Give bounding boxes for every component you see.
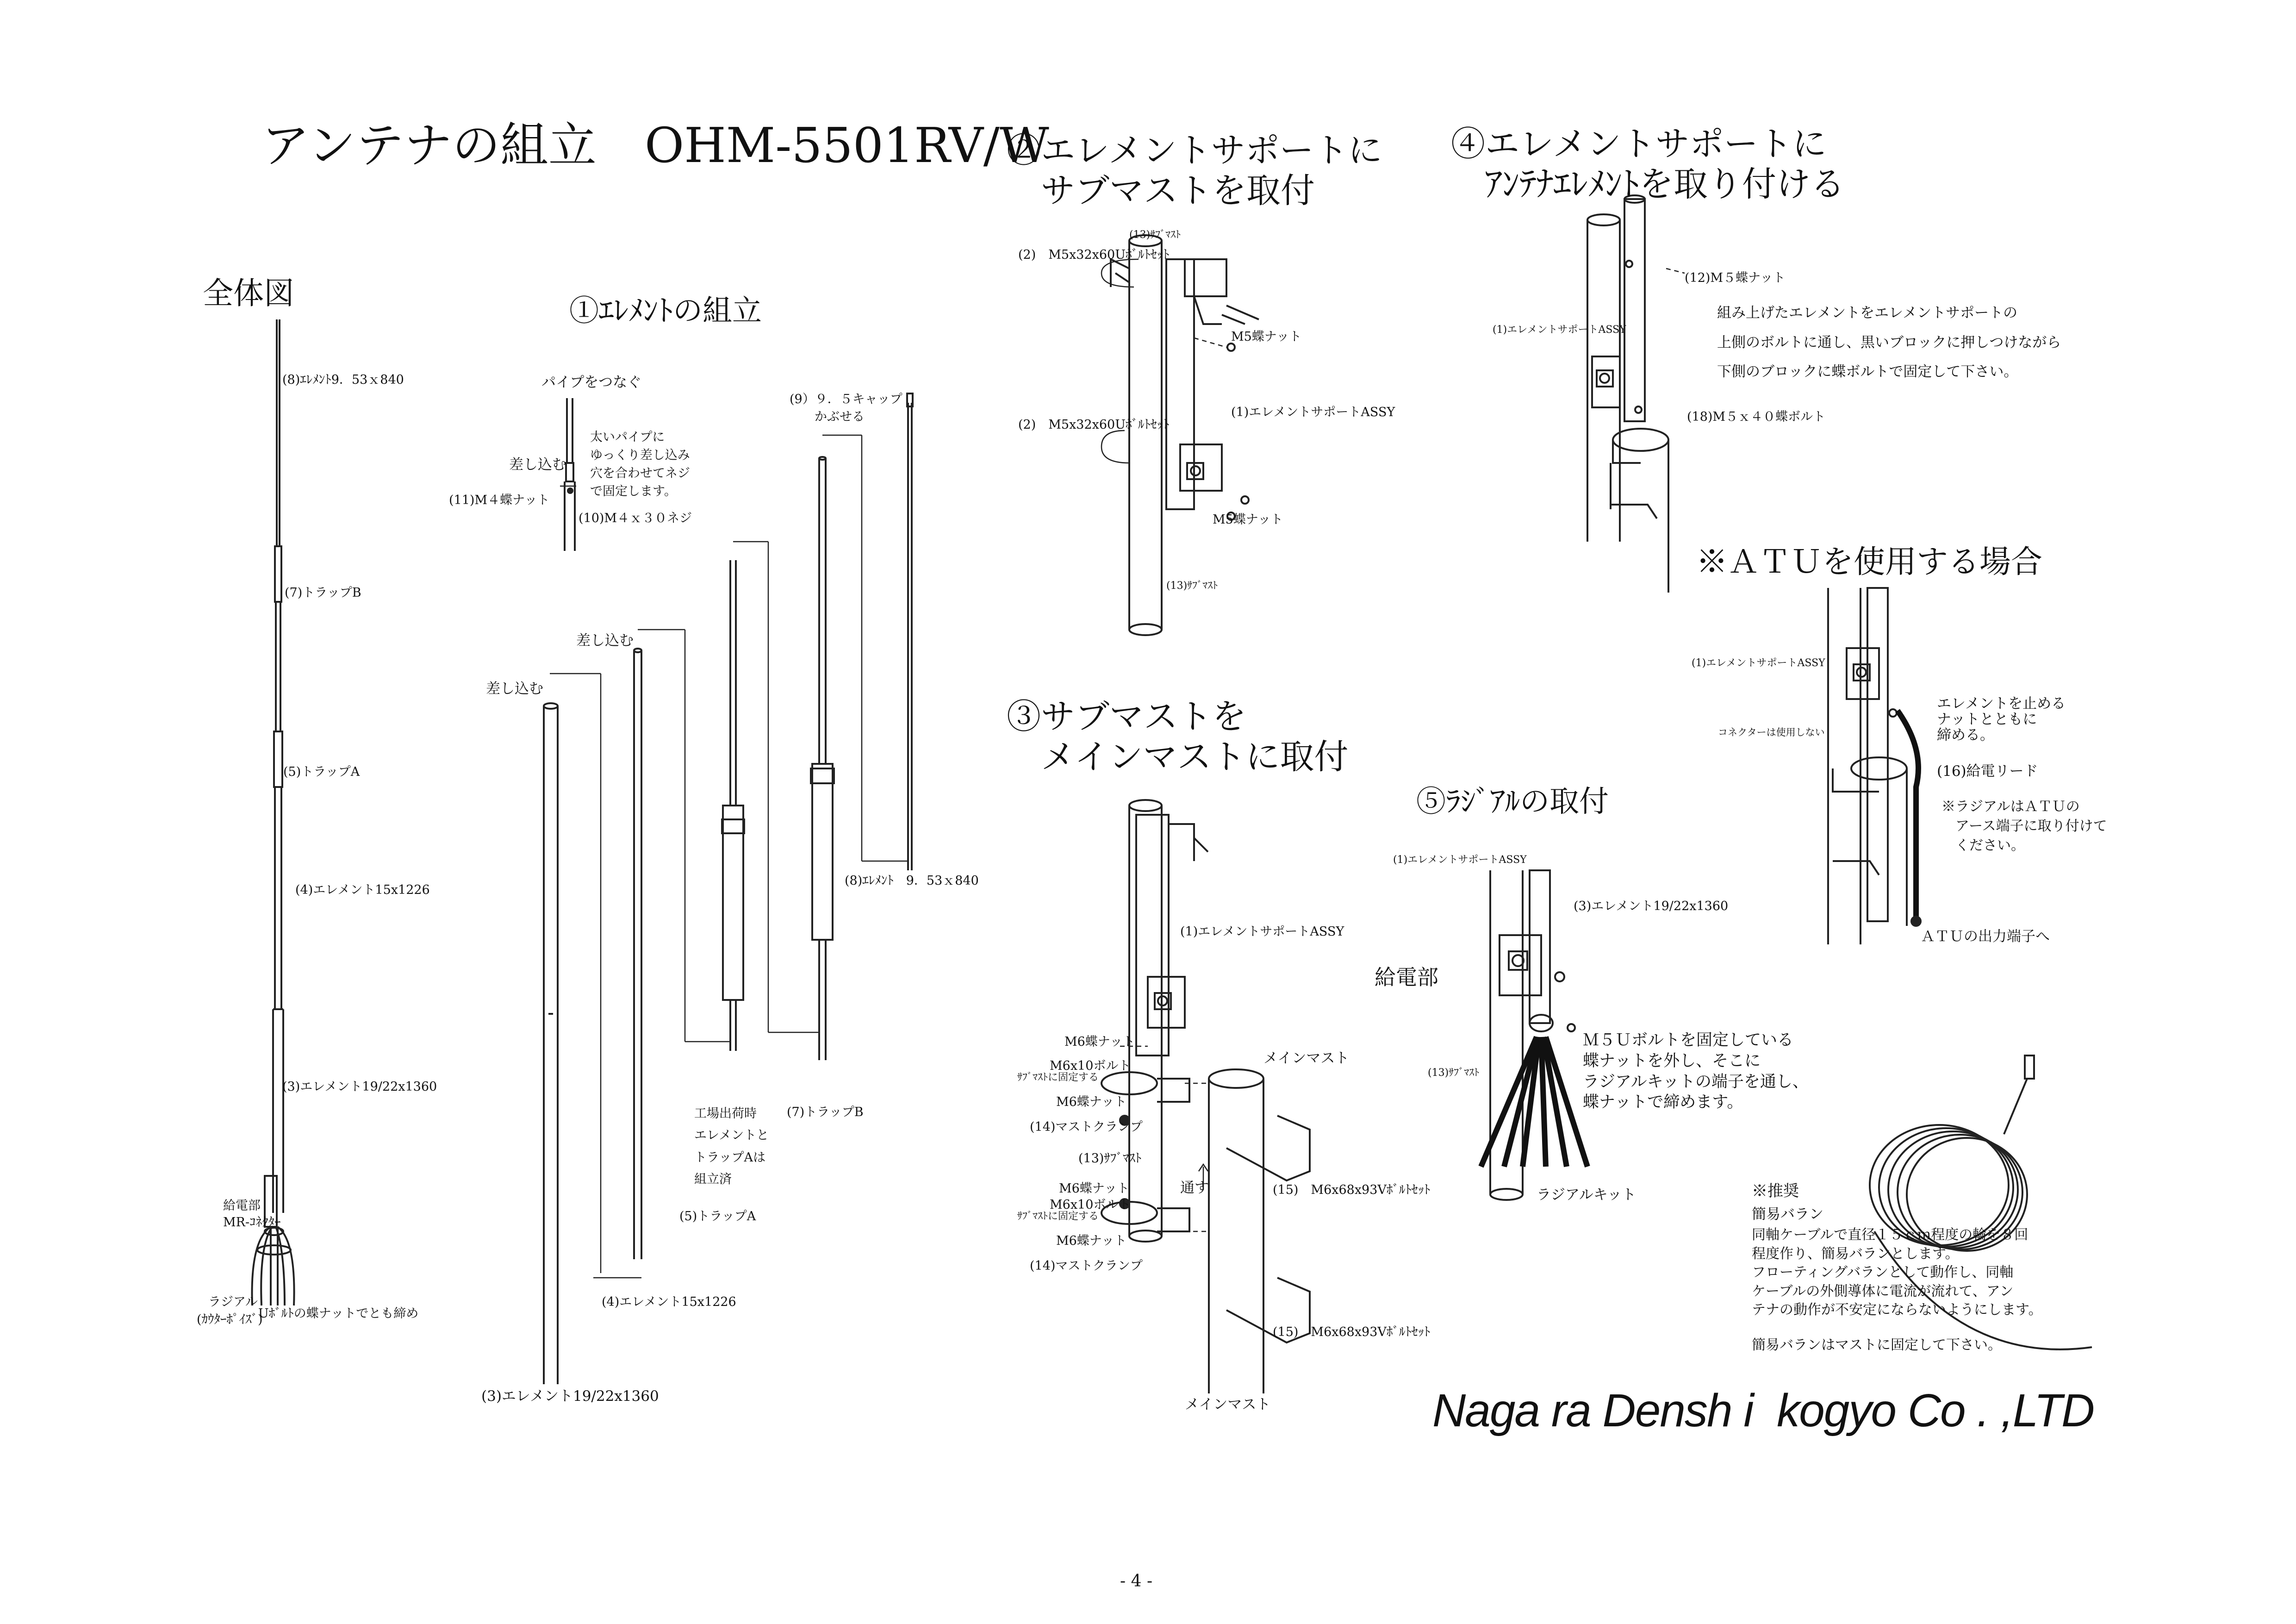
step5-submast: (13)ｻﾌﾞﾏｽﾄ	[1428, 1067, 1480, 1079]
atu-connector: コネクターは使用しない	[1718, 727, 1825, 738]
step1-cap: (9）９．５キャップ	[790, 392, 902, 406]
atu-heading: ※ＡＴＵを使用する場合	[1696, 544, 2043, 581]
atu-radial-note: ※ラジアルはＡＴＵの アース端子に取り付けて ください。	[1941, 799, 2107, 854]
step4-bolt: (18)M５ｘ４０蝶ボルト	[1687, 410, 1826, 424]
overview-label-element8: (8)ｴﾚﾒﾝﾄ9．53ｘ840	[282, 373, 404, 387]
balun-subheading: 簡易バラン	[1752, 1206, 1823, 1223]
step1-screw: (10)M４ｘ３０ネジ	[579, 511, 692, 525]
overview-label-ubolt: Uﾎﾞﾙﾄの蝶ナットでとも締め	[258, 1306, 419, 1321]
step3-nut4: M6蝶ナット	[1056, 1234, 1127, 1248]
step3-clamp1: (14)マストクランプ	[1030, 1120, 1143, 1134]
step3-ubolt1: (15) M6x68x93Vﾎﾞﾙﾄｾｯﾄ	[1273, 1183, 1431, 1197]
step1-pipe-join	[560, 398, 576, 551]
step4-assembly	[1587, 195, 1685, 593]
step1-trapA: (5)トラップA	[679, 1209, 756, 1224]
step3-mainmast	[1185, 1069, 1310, 1393]
page-number: - 4 -	[1120, 1572, 1153, 1591]
step3-nut1: M6蝶ナット	[1064, 1035, 1135, 1049]
overview-label-counterpoise: (ｶｳﾀｰﾎﾟｲｽﾞ)	[197, 1312, 263, 1327]
overview-label-mr: MR-ｺﾈｸﾀｰ	[223, 1215, 281, 1230]
step1-heading: ①ｴﾚﾒﾝﾄの組立	[569, 294, 762, 328]
overview-heading: 全体図	[203, 275, 294, 311]
step3-mainmast-top: メインマスト	[1263, 1050, 1350, 1067]
step1-nut-m4: (11)M４蝶ナット	[449, 493, 550, 507]
overview-label-trapB: (7)トラップB	[285, 586, 361, 600]
step2-ubolt2: (2) M5x32x60Uﾎﾞﾙﾄｾｯﾄ	[1018, 418, 1170, 432]
step5-radial-kit: ラジアルキット	[1537, 1187, 1636, 1203]
step4-nut: (12)M５蝶ナット	[1685, 271, 1786, 285]
step3-ubolt2: (15) M6x68x93Vﾎﾞﾙﾄｾｯﾄ	[1273, 1325, 1431, 1339]
step1-trapB	[768, 435, 862, 1060]
overview-label-trapA: (5)トラップA	[283, 765, 360, 779]
atu-output: ＡＴＵの出力端子へ	[1921, 928, 2050, 945]
atu-lead: (16)給電リード	[1937, 763, 2038, 780]
step2-wingnut1: M5蝶ナット	[1231, 330, 1302, 344]
step2-support: (1)エレメントサポートASSY	[1231, 405, 1395, 419]
step1-element3: (3)エレメント19/22x1360	[481, 1388, 659, 1405]
step1-factory-note: 工場出荷時 エレメントと トラップAは 組立済	[694, 1106, 769, 1187]
step5-support: (1)エレメントサポートASSY	[1393, 854, 1527, 866]
step3-bolt1b: ｻﾌﾞﾏｽﾄに固定する	[1017, 1072, 1099, 1083]
step4-instruction: 組み上げたエレメントをエレメントサポートの 上側のボルトに通し、黒いブロックに押しつけながら 下側のブロックに蝶ボルトで固定して下さい。	[1717, 305, 2061, 381]
step3-submast	[1101, 800, 1208, 1242]
balun-text: 同軸ケーブルで直径１５ｃｍ程度の輪を８回 程度作り、簡易バランとします。 フローティングバランとして動作し、同軸 ケーブルの外側導体に電流が流れて、アン テナの動作が不安定にならないようにします。	[1752, 1227, 2042, 1318]
step3-bolt2: M6x10ボルト	[1050, 1198, 1131, 1212]
step4-heading: ④エレメントサポートに ｱﾝﾃﾅｴﾚﾒﾝﾄを取り付ける	[1451, 124, 1845, 205]
step1-trapB: (7)トラップB	[787, 1105, 864, 1119]
step1-trapA	[685, 542, 768, 1051]
step2-submast	[1101, 235, 1259, 635]
step1-element8	[862, 394, 913, 870]
step5-instruction: Ｍ５Ｕボルトを固定している 蝶ナットを外し、そこに ラジアルキットの端子を通し、 蝶ナットで締めます。	[1583, 1031, 1809, 1112]
step3-nut2: M6蝶ナット	[1056, 1095, 1127, 1109]
step2-submast-top: (13)ｻﾌﾞﾏｽﾄ	[1129, 229, 1181, 241]
step3-bolt1: M6x10ボルト	[1050, 1059, 1131, 1073]
balun-heading: ※推奨	[1752, 1182, 1799, 1200]
step3-support: (1)エレメントサポートASSY	[1180, 924, 1344, 939]
step1-cap-note: かぶせる	[815, 410, 865, 424]
step3-nut3: M6蝶ナット	[1059, 1181, 1130, 1196]
overview-label-radial: ラジアル	[208, 1295, 258, 1309]
step1-element3	[544, 674, 601, 1384]
balun-note: 簡易バランはマストに固定して下さい。	[1752, 1337, 2002, 1353]
step3-heading: ③サブマストを メインマストに取付	[1007, 697, 1349, 777]
atu-assembly	[1828, 588, 1921, 944]
step3-clamp2: (14)マストクランプ	[1030, 1259, 1143, 1273]
overview-label-element4: (4)エレメント15x1226	[295, 883, 430, 897]
step1-insert-left: 差し込む	[486, 681, 543, 697]
step1-element4: (4)エレメント15x1226	[602, 1295, 736, 1309]
step2-wingnut2: M5蝶ナット	[1213, 512, 1283, 527]
step2-heading: ②エレメントサポートに サブマストを取付	[1007, 131, 1382, 211]
step5-assembly	[1481, 870, 1587, 1200]
step1-element8: (8)ｴﾚﾒﾝﾄ 9．53ｘ840	[845, 874, 979, 888]
step1-pipe-join: パイプをつなぐ	[541, 374, 642, 391]
step1-insert-mid: 差し込む	[576, 632, 634, 649]
step1-instruction: 太いパイプに ゆっくり差し込み 穴を合わせてネジ で固定します。	[590, 430, 690, 499]
step3-bolt2b: ｻﾌﾞﾏｽﾄに固定する	[1017, 1211, 1099, 1222]
step5-heading: ⑤ﾗｼﾞｱﾙの取付	[1416, 785, 1609, 819]
overview-label-feed: 給電部	[223, 1199, 261, 1213]
step3-mainmast-bottom: メインマスト	[1185, 1396, 1271, 1413]
step3-submast: (13)ｻﾌﾞﾏｽﾄ	[1078, 1151, 1142, 1166]
step5-element: (3)エレメント19/22x1360	[1574, 899, 1729, 913]
step3-pass: 通す	[1180, 1180, 1209, 1196]
atu-support: (1)エレメントサポートASSY	[1692, 657, 1825, 669]
overview-antenna	[252, 319, 294, 1305]
step5-feed: 給電部	[1375, 965, 1438, 990]
step2-submast-bottom: (13)ｻﾌﾞﾏｽﾄ	[1166, 580, 1218, 592]
atu-fix-note: エレメントを止める ナットとともに 締める。	[1937, 695, 2066, 744]
overview-label-element3: (3)エレメント19/22x1360	[282, 1080, 437, 1094]
page-title: アンテナの組立 OHM-5501RV/W	[261, 117, 1049, 174]
step2-ubolt1: (2) M5x32x60Uﾎﾞﾙﾄｾｯﾄ	[1018, 248, 1170, 262]
step4-support: (1)エレメントサポートASSY	[1493, 324, 1626, 336]
step1-element4	[593, 630, 685, 1278]
company-name: Naga ra Densh i kogyo Co . ,LTD	[1432, 1385, 2094, 1437]
step1-insert-top: 差し込む	[509, 456, 566, 473]
